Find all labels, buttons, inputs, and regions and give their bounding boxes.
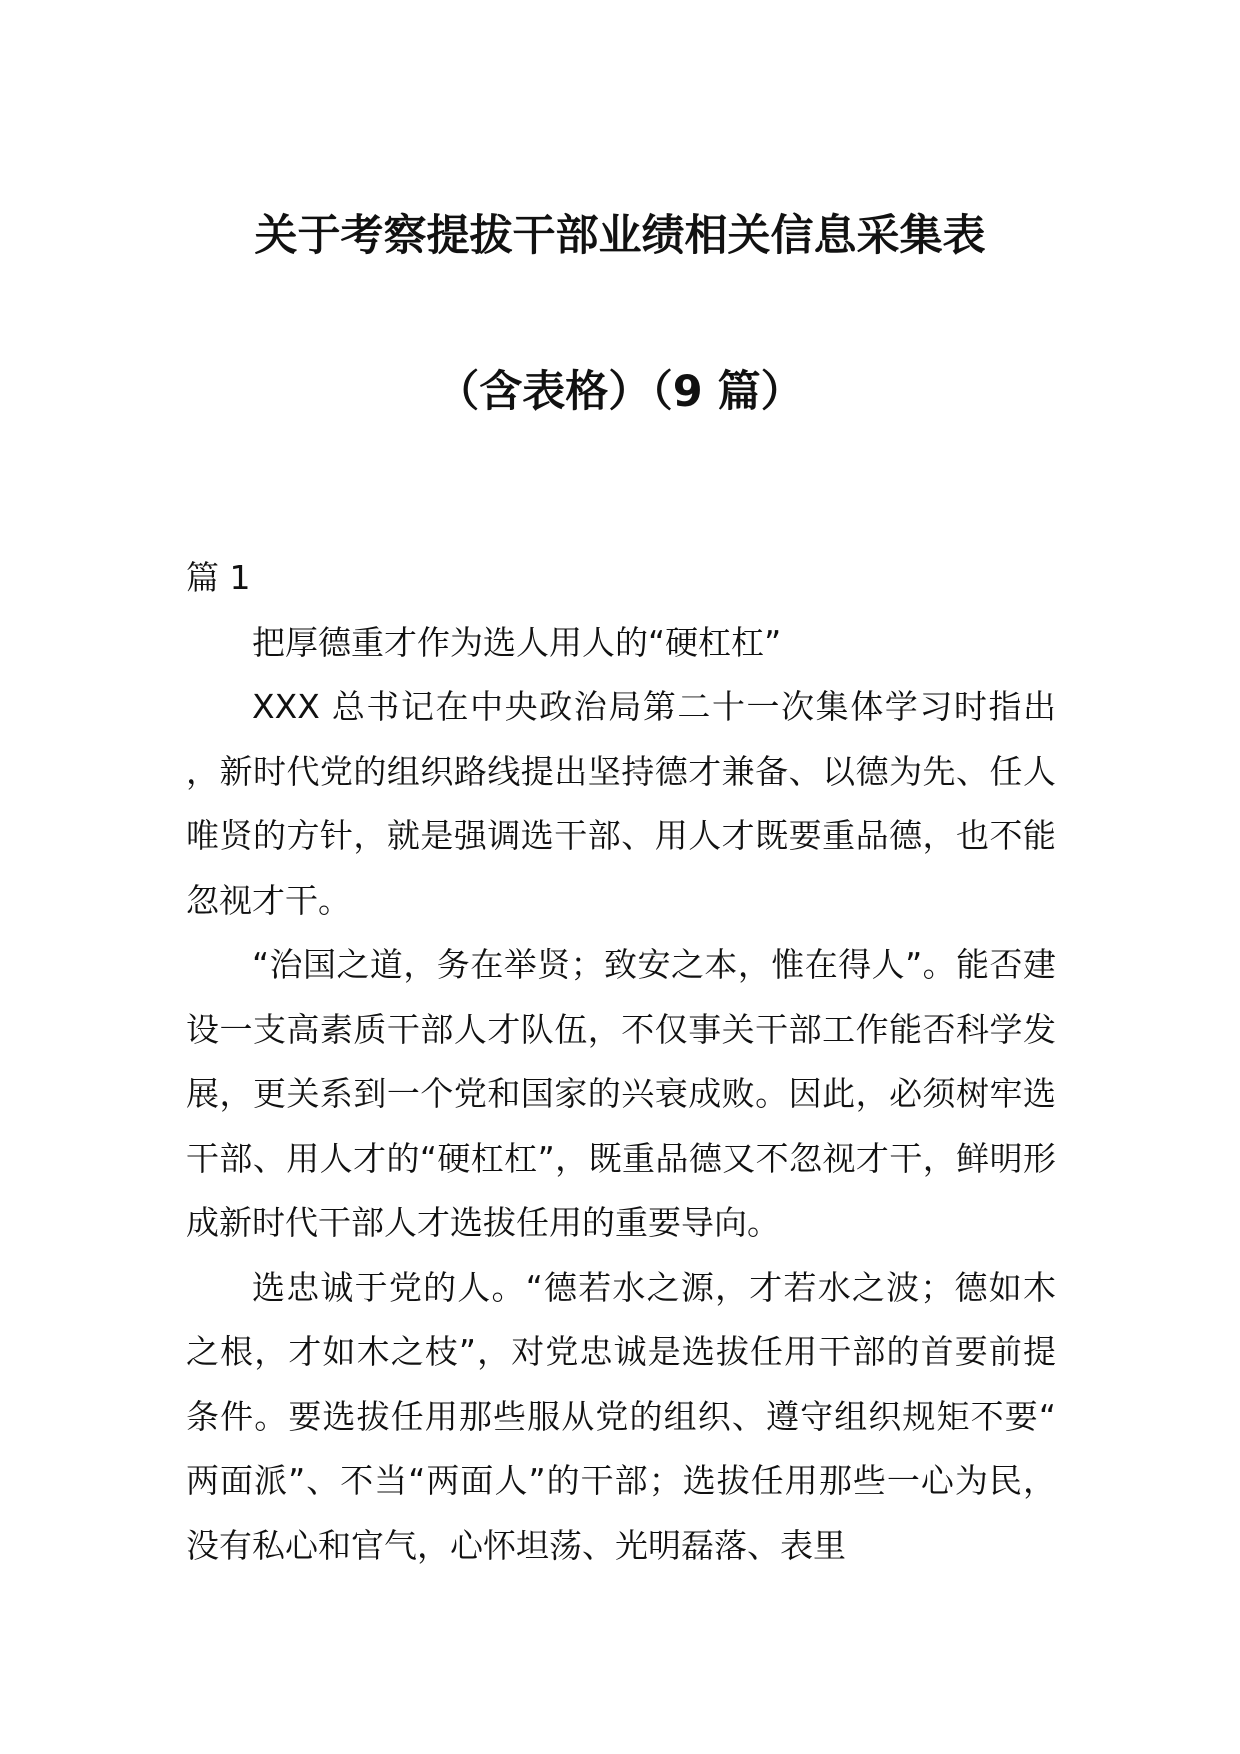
paragraph: XXX 总书记在中央政治局第二十一次集体学习时指出，新时代党的组织路线提出坚持德才兼备、以德为先、任人唯贤的方针，就是强调选干部、用人才既要重品德，也不能忽视才干。: [186, 687, 1056, 920]
document-body: [186, 546, 1056, 1578]
paragraph: 选忠诚于党的人。“德若水之源，才若水之波；德如木之根，才如木之枝”，对党忠诚是选拔任用干部的首要前提条件。要选拔任用那些服从党的组织、遵守组织规矩不要“两面派”、不当“两面人”的干部；选拔任用那些一心为民，没有私心和官气，心怀坦荡、光明磊落、表里: [186, 1267, 1056, 1565]
document-title-line-1: 关于考察提拔干部业绩相关信息采集表: [254, 211, 986, 261]
document-title-line-2: （含表格）（9 篇）: [436, 367, 804, 417]
paragraph-heading: 把厚德重才作为选人用人的“硬杠杠”: [252, 622, 782, 662]
section-label: 篇 1: [186, 558, 251, 597]
paragraph: “治国之道，务在举贤；致安之本，惟在得人”。能否建设一支高素质干部人才队伍，不仅事关干部工作能否科学发展，更关系到一个党和国家的兴衰成败。因此，必须树牢选干部、用人才的“硬杠杠”，既重品德又不忽视才干，鲜明形成新时代干部人才选拔任用的重要导向。: [186, 945, 1056, 1242]
